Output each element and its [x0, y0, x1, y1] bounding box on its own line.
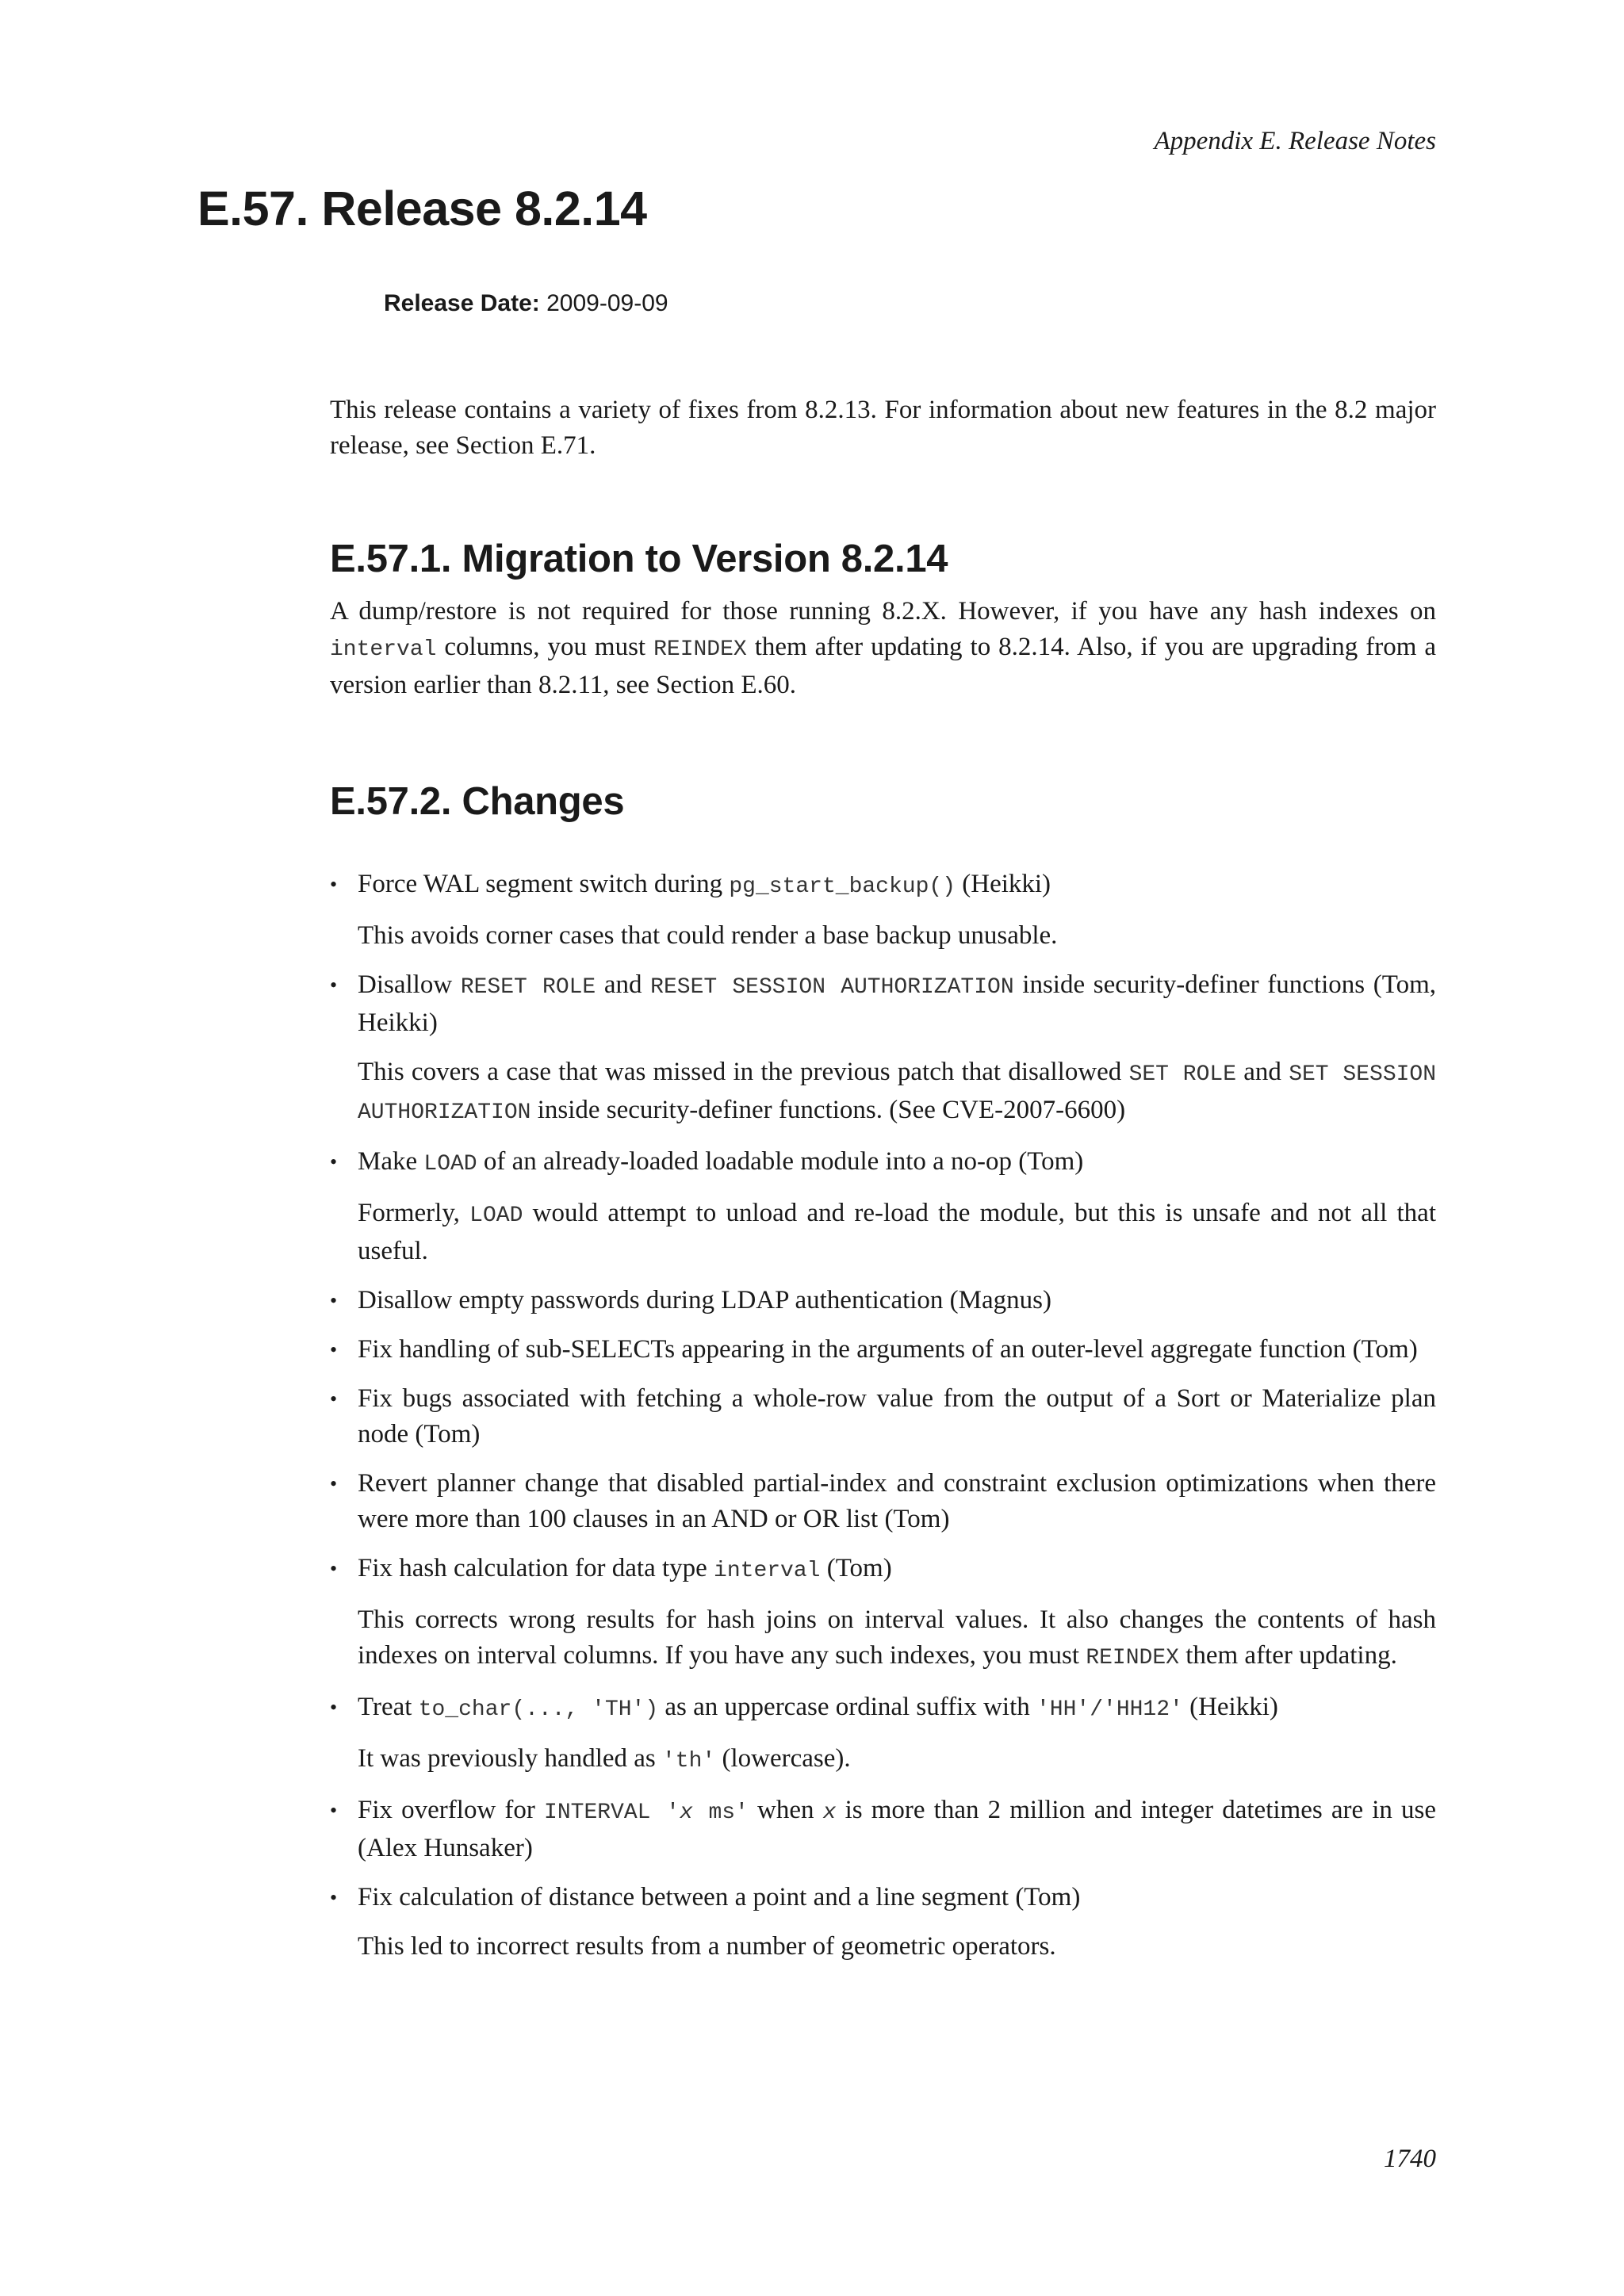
item-note: This avoids corner cases that could render a base backup unusable.: [358, 921, 1058, 950]
code-term: SET SESSION AUTHORIZATION: [358, 1062, 1437, 1125]
text-run: Treat: [358, 1693, 412, 1721]
text-run: (Heikki): [962, 870, 1051, 898]
code-term: RESET SESSION AUTHORIZATION: [650, 975, 1014, 1000]
running-header: Appendix E. Release Notes: [1154, 127, 1436, 155]
code-term: interval: [714, 1559, 821, 1583]
code-variable-text: x: [822, 1800, 837, 1825]
code-term: LOAD: [469, 1203, 523, 1228]
code-term: REINDEX: [653, 637, 747, 662]
text-run: This covers a case that was missed in the previous patch that disallowed: [358, 1058, 1122, 1086]
text-run: when: [757, 1796, 814, 1824]
text-run: Fix overflow for: [358, 1796, 535, 1824]
code-term: to_char(..., 'TH'): [418, 1697, 659, 1722]
item-note: [358, 1741, 1436, 1779]
code-variable: x: [679, 1800, 693, 1825]
text-run: and: [1243, 1058, 1281, 1086]
code-part: ms': [692, 1800, 749, 1825]
main-content: [330, 392, 1436, 1978]
list-item: [330, 1689, 1436, 1779]
list-item: [330, 1551, 1436, 1676]
changes-list: [330, 867, 1436, 1965]
code-term: 'HH'/'HH12': [1036, 1697, 1183, 1722]
release-date-label: Release Date:: [384, 290, 540, 316]
code-term: LOAD: [423, 1152, 477, 1177]
text-run: Fix hash calculation for data type: [358, 1554, 707, 1582]
item-note: [358, 1054, 1436, 1131]
code-term: [544, 1800, 749, 1825]
code-part: INTERVAL ': [544, 1800, 680, 1825]
text-run: Formerly,: [358, 1199, 460, 1227]
page-title: E.57. Release 8.2.14: [197, 182, 647, 235]
item-text: • Disallow empty passwords during LDAP authentication (Magnus): [358, 1286, 1051, 1314]
text-run: Disallow: [358, 970, 453, 999]
text-run: Force WAL segment switch during: [358, 870, 723, 898]
code-term: REINDEX: [1086, 1646, 1179, 1670]
text-run: inside security-definer functions (Tom, Heikki): [358, 970, 1436, 1037]
text-run: (lowercase).: [722, 1744, 851, 1773]
list-item: [330, 1880, 1436, 1965]
item-note: [358, 1196, 1436, 1269]
list-item: [330, 1381, 1436, 1452]
text-run: (Tom): [826, 1554, 892, 1582]
section-title-changes: E.57.2. Changes: [330, 780, 625, 823]
item-note: [358, 1602, 1436, 1676]
release-date: [384, 290, 668, 317]
item-text: • Fix bugs associated with fetching a whole-row value from the output of a Sort or Materialize plan node (Tom): [358, 1384, 1436, 1448]
text-run: A dump/restore is not required for those running 8.2.X. However, if you have any hash indexes on: [330, 597, 1436, 626]
text-run: (Heikki): [1189, 1693, 1278, 1721]
item-text: • Fix handling of sub-SELECTs appearing in the arguments of an outer-level aggregate function (Tom): [358, 1335, 1418, 1364]
list-item: [330, 967, 1436, 1131]
section-title-migration: E.57.1. Migration to Version 8.2.14: [330, 538, 948, 580]
text-run: This corrects wrong results for hash joins on interval values. It also changes the contents of hash indexes on interval columns. If you have any such indexes, you must: [358, 1605, 1436, 1670]
list-item: [330, 1466, 1436, 1537]
text-run: Make: [358, 1147, 418, 1176]
code-term: SET ROLE: [1128, 1062, 1237, 1087]
code-term: pg_start_backup(): [729, 874, 956, 899]
release-date-value: 2009-09-09: [546, 290, 668, 316]
text-run: and: [603, 970, 642, 999]
text-run: of an already-loaded loadable module into a no-op (Tom): [483, 1147, 1084, 1176]
item-text: • Fix calculation of distance between a point and a line segment (Tom): [358, 1883, 1081, 1911]
item-text: • Revert planner change that disabled partial-index and constraint exclusion optimizations when there were more than 100 clauses in an AND or OR list (Tom): [358, 1469, 1436, 1533]
text-run: is more than 2 million and integer datetimes are in use (Alex Hunsaker): [358, 1796, 1437, 1862]
text-run: columns, you must: [444, 633, 646, 661]
text-run: inside security-definer functions. (See CVE-2007-6600): [537, 1096, 1126, 1124]
item-note: This led to incorrect results from a number of geometric operators.: [358, 1932, 1056, 1961]
text-run: would attempt to unload and re-load the module, but this is unsafe and not all that useful.: [358, 1199, 1436, 1265]
text-run: them after updating to 8.2.14. Also, if you are upgrading from a version earlier than 8.2.11, see Section E.60.: [330, 633, 1437, 699]
list-item: [330, 1332, 1436, 1368]
list-item: [330, 867, 1436, 954]
intro-paragraph: This release contains a variety of fixes from 8.2.13. For information about new features in the 8.2 major release, see Section E.71.: [330, 396, 1436, 460]
page-number: 1740: [1384, 2145, 1436, 2173]
list-item: [330, 1144, 1436, 1269]
text-run: as an uppercase ordinal suffix with: [665, 1693, 1030, 1721]
code-variable: [823, 1800, 837, 1825]
list-item: [330, 1793, 1436, 1866]
list-item: [330, 1283, 1436, 1318]
code-term: interval: [330, 637, 437, 662]
code-term: RESET ROLE: [460, 975, 596, 1000]
text-run: It was previously handled as: [358, 1744, 656, 1773]
migration-paragraph: [330, 594, 1436, 703]
text-run: them after updating.: [1185, 1641, 1397, 1670]
code-term: 'th': [662, 1749, 716, 1774]
